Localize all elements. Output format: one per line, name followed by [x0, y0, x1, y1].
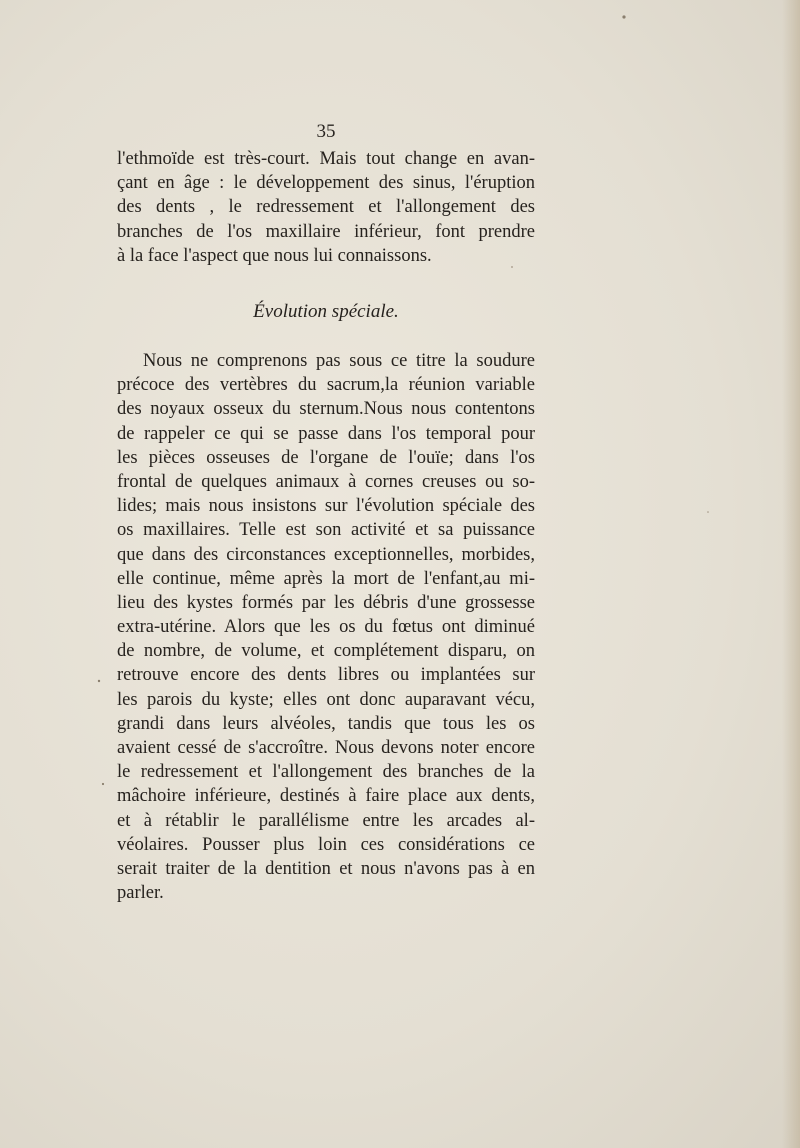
text-line: de rappeler ce qui se passe dans l'os temporal pour — [117, 423, 535, 444]
text-line: de nombre, de volume, et complétement disparu, on — [117, 641, 535, 662]
text-line: grandi dans leurs alvéoles, tandis que tous les os — [117, 713, 535, 734]
text-line: les pièces osseuses de l'organe de l'ouïe; dans l'os — [117, 447, 535, 468]
text-line: lides; mais nous insistons sur l'évolution spéciale des — [117, 496, 535, 517]
text-line: que dans des circonstances exceptionnelles, morbides, — [117, 544, 535, 565]
text-line: précoce des vertèbres du sacrum,la réunion variable — [117, 375, 535, 396]
text-line: l'ethmoïde est très-court. Mais tout change en avan- — [117, 149, 535, 169]
text-line: serait traiter de la dentition et nous n'avons pas à en — [117, 858, 535, 879]
opening-paragraph — [117, 147, 535, 268]
text-line: os maxillaires. Telle est son activité et sa puissance — [117, 520, 535, 541]
text-line: elle continue, même après la mort de l'enfant,au mi- — [117, 568, 535, 589]
text-line: Nous ne comprenons pas sous ce titre la soudure — [143, 351, 535, 371]
text-line: véolaires. Pousser plus loin ces considérations ce — [117, 834, 535, 855]
text-line: à la face l'aspect que nous lui connaissons. — [117, 245, 432, 266]
text-line: lieu des kystes formés par les débris d'une grossesse — [117, 592, 535, 613]
text-line: çant en âge : le développement des sinus, l'éruption — [117, 173, 535, 194]
text-line: des dents , le redressement et l'allongement des — [117, 197, 535, 218]
text-line: frontal de quelques animaux à cornes creuses ou so- — [117, 471, 535, 492]
text-line: retrouve encore des dents libres ou implantées sur — [117, 665, 535, 686]
text-line: avaient cessé de s'accroître. Nous devons noter encore — [117, 738, 535, 758]
text-line: parler. — [117, 883, 164, 904]
text-line: et à rétablir le parallélisme entre les arcades al- — [117, 810, 535, 831]
text-line: les parois du kyste; elles ont donc auparavant vécu, — [117, 689, 535, 710]
page-number: 35 — [316, 121, 336, 142]
section-heading: Évolution spéciale. — [253, 301, 399, 322]
text-line: mâchoire inférieure, destinés à faire place aux dents, — [117, 786, 535, 807]
text-line: branches de l'os maxillaire inférieur, font prendre — [117, 221, 535, 242]
text-line: le redressement et l'allongement des branches de la — [117, 762, 535, 783]
text-line: extra-utérine. Alors que les os du fœtus ont diminué — [117, 617, 535, 638]
section-paragraph — [117, 349, 535, 905]
text-line: des noyaux osseux du sternum.Nous nous contentons — [117, 399, 535, 420]
